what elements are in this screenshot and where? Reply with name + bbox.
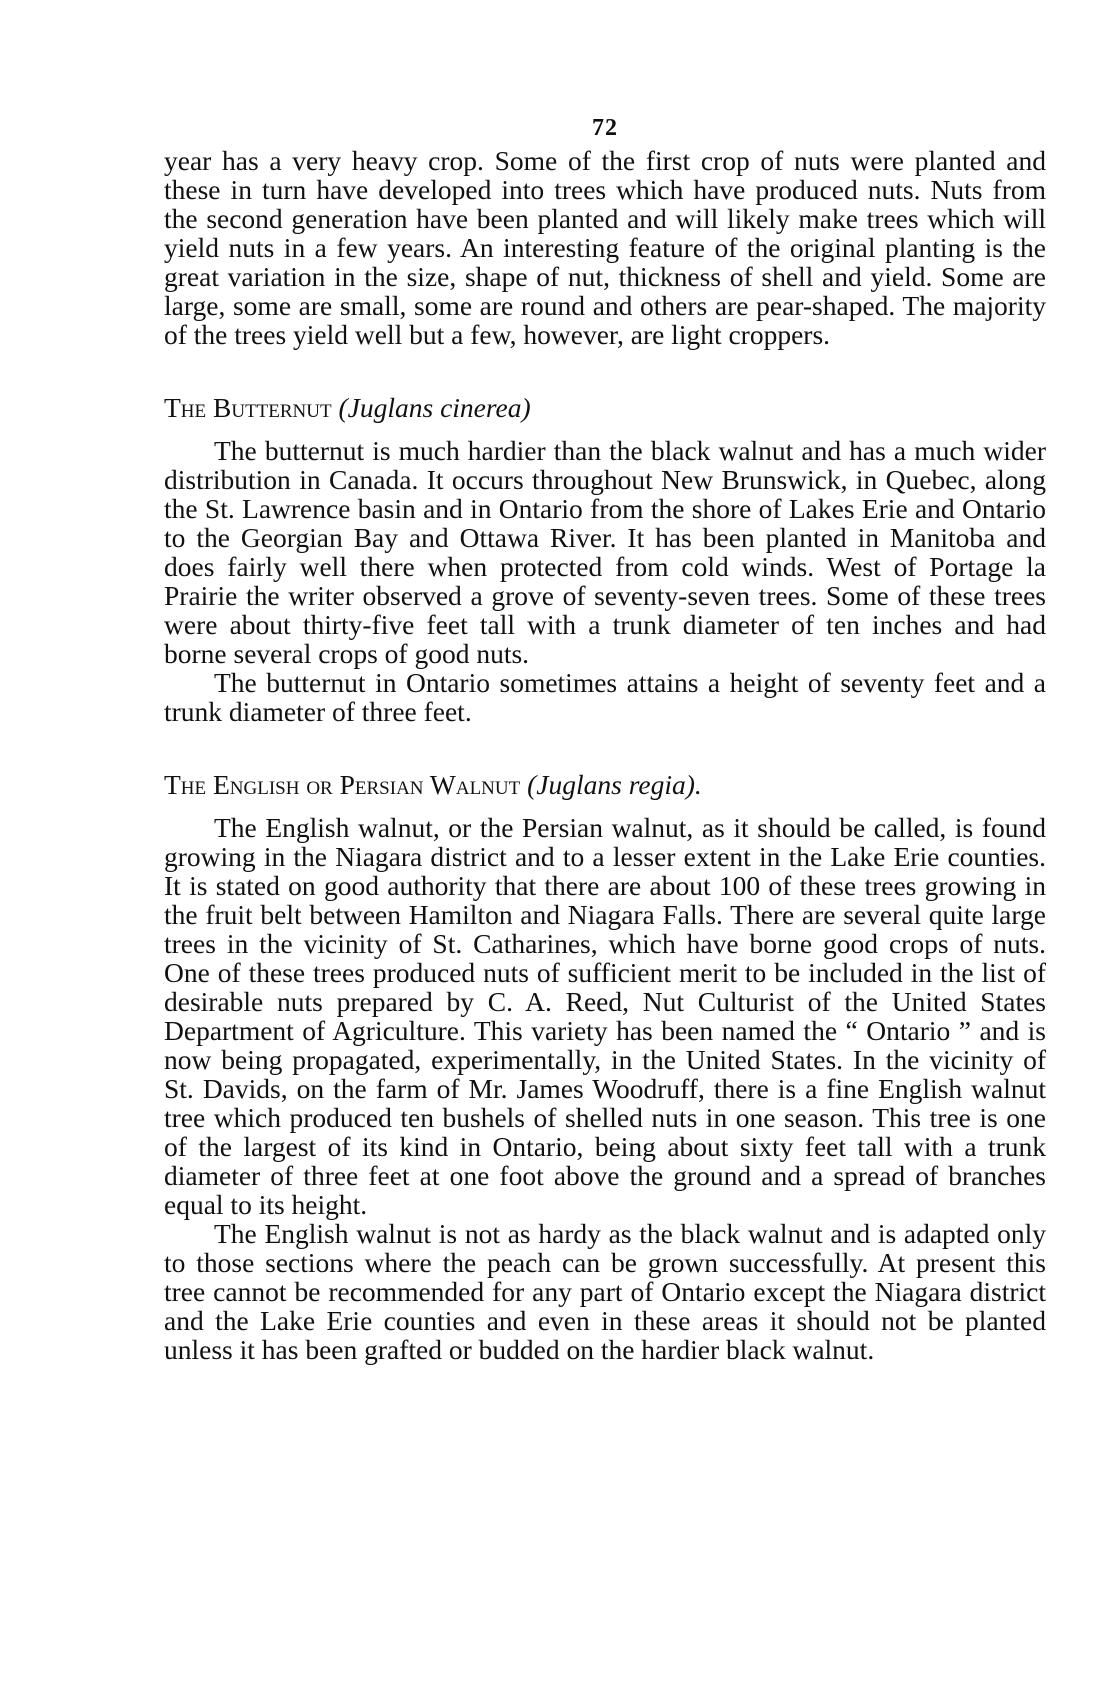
butternut-paragraph-1: The butternut is much hardier than the black walnut and has a much wider distribution in Canada. It occurs throughout New Brunswick, in Quebec, along the St. Lawrence basin and in Ontario from the shore of Lakes Erie and Ontario to the Georgian Bay and Ottawa River. It has been planted in Manitoba and does fairly well there when protected from cold winds. West of Portage la Prairie the writer observed a grove of seventy-seven trees. Some of these trees were about thirty-five feet tall with a trunk diameter of ten inches and had borne several crops of good nuts. [164,435,1046,669]
page-number: 72 [592,115,618,141]
section-heading-butternut-latin: (Juglans cinerea) [338,392,531,423]
section-heading-english-walnut-name: The English or Persian Walnut [164,769,521,800]
section-heading-english-walnut [164,770,1046,799]
english-walnut-paragraph-2: The English walnut is not as hardy as the black walnut and is adapted only to those sections where the peach can be grown successfully. At present this tree cannot be recommended for any part of Ontario except the Niagara district and the Lake Erie counties and even in these areas it should not be planted unless it has been grafted or budded on the hardier black walnut. [164,1218,1046,1365]
intro-paragraph: year has a very heavy crop. Some of the first crop of nuts were planted and these in turn have developed into trees which have produced nuts. Nuts from the second generation have been planted and will likely make trees which will yield nuts in a few years. An interesting feature of the original planting is the great variation in the size, shape of nut, thickness of shell and yield. Some are large, some are small, some are round and others are pear-shaped. The majority of the trees yield well but a few, however, are light croppers. [164,145,1046,350]
section-heading-butternut-name: The Butternut [164,392,332,423]
section-heading-butternut [164,393,1046,422]
section-heading-english-walnut-latin: (Juglans regia). [527,769,702,800]
document-page [164,115,1046,1364]
butternut-paragraph-2: The butternut in Ontario sometimes attains a height of seventy feet and a trunk diameter of three feet. [164,667,1046,727]
english-walnut-paragraph-1: The English walnut, or the Persian walnut, as it should be called, is found growing in the Niagara district and to a lesser extent in the Lake Erie counties. It is stated on good authority that there are about 100 of these trees growing in the fruit belt between Hamilton and Niagara Falls. There are several quite large trees in the vicinity of St. Catharines, which have borne good crops of nuts. One of these trees produced nuts of sufficient merit to be included in the list of desirable nuts prepared by C. A. Reed, Nut Culturist of the United States Department of Agriculture. This variety has been named the “ Ontario ” and is now being propagated, experimentally, in the United States. In the vicinity of St. Davids, on the farm of Mr. James Woodruff, there is a fine English walnut tree which produced ten bushels of shelled nuts in one season. This tree is one of the largest of its kind in Ontario, being about sixty feet tall with a trunk diameter of three feet at one foot above the ground and a spread of branches equal to its height. [164,812,1046,1220]
